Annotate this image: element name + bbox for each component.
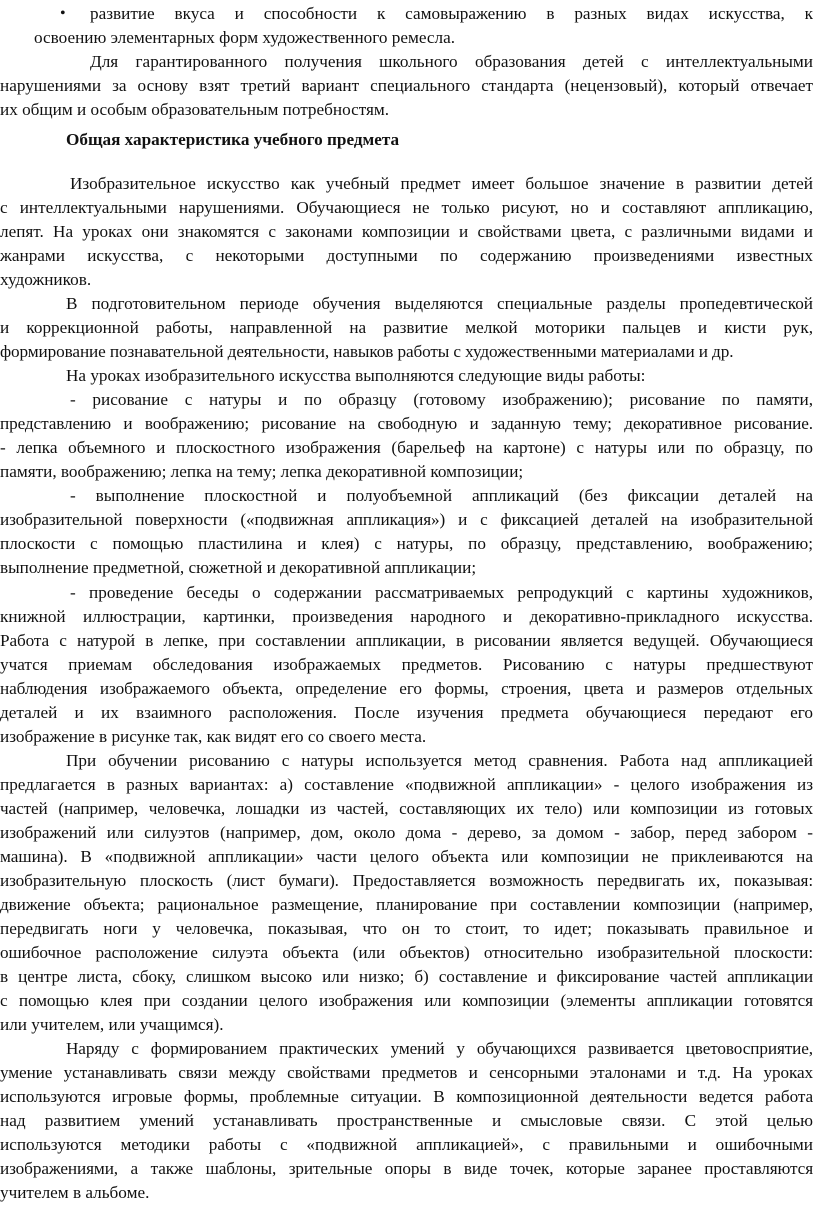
paragraph-line: Изобразительное искусство как учебный предмет имеет большое значение в развитии детей xyxy=(70,174,813,193)
paragraph-line: На уроках изобразительного искусства выполняются следующие виды работы: xyxy=(66,366,646,385)
paragraph-line: книжной иллюстрации, картинки, произведения народного и декоративно-прикладного искусства. xyxy=(0,607,813,626)
paragraph-line: предлагается в разных вариантах: а) составление «подвижной аппликации» - целого изображения из xyxy=(0,775,813,794)
paragraph-line: передвигать ноги у человечка, показывая, что он то стоит, то идет; показывать правильное и xyxy=(0,919,813,938)
paragraph-line: - рисование с натуры и по образцу (готовому изображению); рисование по памяти, xyxy=(70,390,813,409)
paragraph-line: в центре листа, сбоку, слишком высоко или низко; б) составление и фиксирование частей аппликации xyxy=(0,967,813,986)
paragraph-line: Наряду с формированием практических умений у обучающихся развивается цветовосприятие, xyxy=(66,1039,813,1058)
paragraph-line: используются игровые формы, проблемные ситуации. В композиционной деятельности ведется работа xyxy=(0,1087,813,1106)
paragraph-line: памяти, воображению; лепка на тему; лепка декоративной композиции; xyxy=(0,462,524,481)
paragraph-line: представлению и воображению; рисование на свободную и заданную тему; декоративное рисование. xyxy=(0,414,813,433)
paragraph-line: жанрами искусства, с некоторыми доступными по содержанию произведениями известных xyxy=(0,246,813,265)
paragraph-line: лепят. На уроках они знакомятся с законами композиции и свойствами цвета, с различными видами и xyxy=(0,222,813,241)
paragraph-line: изобразительную плоскость (лист бумаги). Предоставляется возможность передвигать их, показывая: xyxy=(0,871,813,890)
paragraph-line: - проведение беседы о содержании рассматриваемых репродукций с картины художников, xyxy=(70,583,813,602)
paragraph-line: используются методики работы с «подвижной аппликацией», с правильными и ошибочными xyxy=(0,1135,813,1154)
paragraph-line: машина). В «подвижной аппликации» части целого объекта или композиции не приклеиваются на xyxy=(0,847,813,866)
intro-paragraph-line: Для гарантированного получения школьного образования детей с интеллектуальными xyxy=(90,52,813,71)
paragraph-line: или учителем, или учащимся). xyxy=(0,1015,224,1034)
bullet-icon: • xyxy=(60,5,66,22)
paragraph-line: формирование познавательной деятельности, навыков работы с художественными материалами и др. xyxy=(0,342,734,361)
paragraph-line: - лепка объемного и плоскостного изображения (барельеф на картоне) с натуры или по образцу, по xyxy=(0,438,813,457)
paragraph-line: При обучении рисованию с натуры используется метод сравнения. Работа над аппликацией xyxy=(66,751,813,770)
paragraph-line: ошибочное расположение силуэта объекта (или объектов) относительно изобразительной плоскости: xyxy=(0,943,813,962)
paragraph-line: частей (например, человечка, лошадки из частей, составляющих их тело) или композиции из готовых xyxy=(0,799,813,818)
paragraph-line: - выполнение плоскостной и полуобъемной аппликаций (без фиксации деталей на xyxy=(70,486,813,505)
paragraph-line: изображение в рисунке так, как видят его со своего места. xyxy=(0,727,427,746)
paragraph-line: умение устанавливать связи между свойствами предметов и сенсорными эталонами и т.д. На уроках xyxy=(0,1063,813,1082)
section-heading: Общая характеристика учебного предмета xyxy=(66,130,400,149)
paragraph-line: выполнение предметной, сюжетной и декоративной аппликации; xyxy=(0,558,477,577)
paragraph-line: учителем в альбоме. xyxy=(0,1183,150,1202)
paragraph-line: изображениями, а также шаблоны, зрительные опоры в виде точек, которые заранее проставляются xyxy=(0,1159,813,1178)
paragraph-line: художников. xyxy=(0,270,92,289)
paragraph-line: плоскости с помощью пластилина и клея) с натуры, по образцу, представлению, воображению; xyxy=(0,534,813,553)
paragraph-line: изображений или силуэтов (например, дом, около дома - дерево, за домом - забор, перед забором - xyxy=(0,823,813,842)
bullet-item-line: освоению элементарных форм художественного ремесла. xyxy=(34,28,456,47)
paragraph-line: деталей и их взаимного расположения. После изучения предмета обучающиеся передают его xyxy=(0,703,813,722)
paragraph-line: учатся приемам обследования изображаемых предметов. Рисованию с натуры предшествуют xyxy=(0,655,813,674)
intro-paragraph-line: нарушениями за основу взят третий вариант специального стандарта (нецензовый), который отвечает xyxy=(0,76,813,95)
intro-paragraph-line: их общим и особым образовательным потребностям. xyxy=(0,100,390,119)
paragraph-line: над развитием умений устанавливать пространственные и смысловые связи. С этой целью xyxy=(0,1111,813,1130)
paragraph-line: Работа с натурой в лепке, при составлении аппликации, в рисовании является ведущей. Обучающиеся xyxy=(0,631,813,650)
paragraph-line: и коррекционной работы, направленной на развитие мелкой моторики пальцев и кисти рук, xyxy=(0,318,813,337)
paragraph-line: В подготовительном периоде обучения выделяются специальные разделы пропедевтической xyxy=(66,294,813,313)
paragraph-line: с интеллектуальными нарушениями. Обучающиеся не только рисуют, но и составляют аппликацию, xyxy=(0,198,813,217)
paragraph-line: движение объекта; рациональное размещение, планирование при составлении композиции (например, xyxy=(0,895,813,914)
paragraph-line: изобразительной поверхности («подвижная аппликация») и с фиксацией деталей на изобразительной xyxy=(0,510,813,529)
bullet-item-line: развитие вкуса и способности к самовыражению в разных видах искусства, к xyxy=(90,4,813,23)
paragraph-line: с помощью клея при создании целого изображения или композиции (элементы аппликации готовятся xyxy=(0,991,813,1010)
paragraph-line: наблюдения изображаемого объекта, определение его формы, строения, цвета и размеров отдельных xyxy=(0,679,813,698)
